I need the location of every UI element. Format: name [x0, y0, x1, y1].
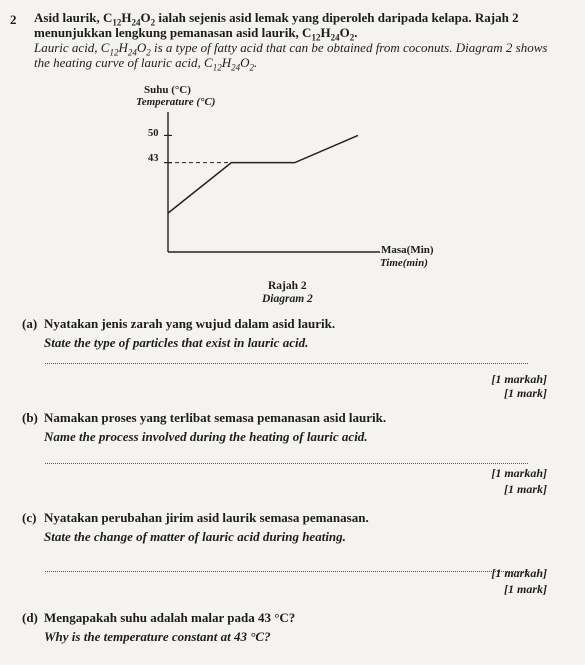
heating-curve-diagram	[118, 84, 448, 309]
answer-line-b[interactable]	[45, 462, 528, 464]
question-number: 2	[10, 12, 17, 27]
part-b-text-malay: Namakan proses yang terlibat semasa pemanasan asid laurik.	[44, 410, 387, 425]
y-tick-43: 43	[148, 153, 159, 164]
y-axis-label-english: Temperature (°C)	[136, 96, 216, 108]
diagram-caption-english: Diagram 2	[262, 293, 313, 305]
part-b-text-english: Name the process involved during the heating of lauric acid.	[44, 429, 368, 444]
answer-line-a[interactable]	[45, 362, 528, 364]
diagram-caption-malay: Rajah 2	[268, 280, 307, 292]
answer-line-c[interactable]	[45, 570, 528, 572]
part-b-label: (b)	[22, 410, 38, 425]
x-axis-label-malay: Masa(Min)	[381, 244, 434, 256]
part-a-text-malay: Nyatakan jenis zarah yang wujud dalam asid laurik.	[44, 316, 336, 331]
y-tick-50: 50	[148, 128, 159, 139]
part-a-mark-malay: [1 markah]	[491, 372, 547, 386]
intro-english: Lauric acid, $C_{12}H_{24}O_2$ is a type of fatty acid that can be obtained from coconuts. Diagram 2 shows the heating curve of lauric acid, $C_{12}H_{24}O_2$.	[34, 40, 548, 73]
part-a-text-english: State the type of particles that exist in lauric acid.	[44, 335, 309, 350]
x-axis-label-english: Time(min)	[380, 257, 428, 269]
part-d-label: (d)	[22, 610, 38, 625]
part-a-mark-english: [1 mark]	[504, 386, 547, 400]
part-b-mark-malay: [1 markah]	[491, 466, 547, 480]
part-d-text-english: Why is the temperature constant at 43 °C?	[44, 629, 271, 644]
heating-curve-chart	[118, 84, 448, 309]
question-intro	[34, 10, 554, 73]
heating-curve-line	[168, 135, 358, 213]
part-d-text-malay: Mengapakah suhu adalah malar pada 43 °C?	[44, 610, 296, 625]
part-c-label: (c)	[22, 510, 37, 525]
intro-malay: Asid laurik, $C_{12}H_{24}O_2$ ialah sejenis asid lemak yang diperoleh daripada kelapa. Rajah 2 menunjukkan lengkung pemanasan asid laurik, $C_{12}H_{24}O_2$.	[34, 10, 519, 43]
part-b-mark-english: [1 mark]	[504, 482, 547, 496]
part-c-text-malay: Nyatakan perubahan jirim asid laurik semasa pemanasan.	[44, 510, 369, 525]
part-a-label: (a)	[22, 316, 38, 331]
part-c-text-english: State the change of matter of lauric acid during heating.	[44, 529, 346, 544]
part-c-mark-english: [1 mark]	[504, 582, 547, 596]
y-axis-label-malay: Suhu (°C)	[144, 84, 191, 96]
part-c-mark-malay: [1 markah]	[491, 566, 547, 580]
